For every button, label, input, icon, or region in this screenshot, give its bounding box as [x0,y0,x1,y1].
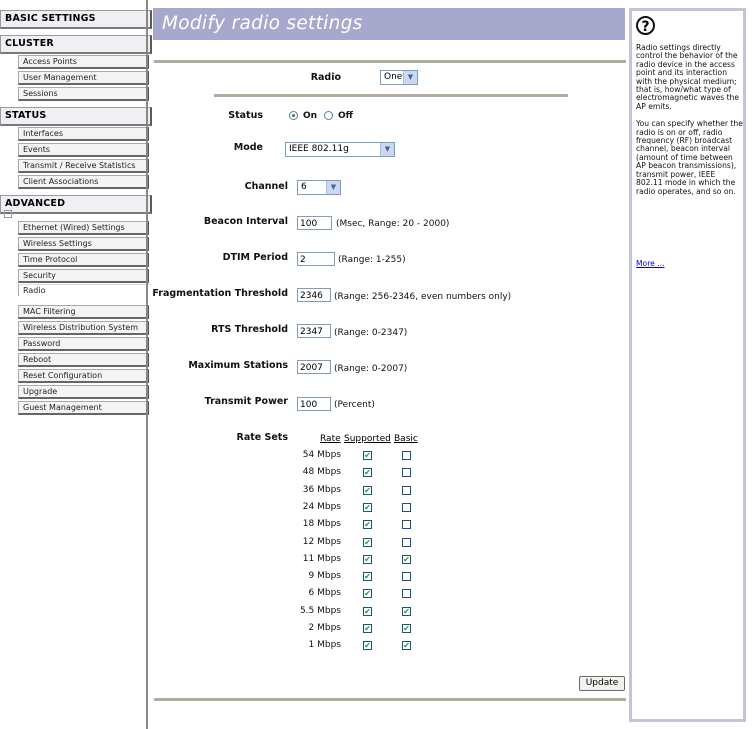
sidebar-item-reset-configuration[interactable]: Reset Configuration [18,369,149,383]
status-off-radio[interactable] [324,111,333,120]
basic-checkbox[interactable] [402,520,411,529]
mode-label: Mode [233,142,263,153]
sidebar-section-advanced[interactable] [0,195,152,214]
fragmentation-threshold-input[interactable]: 2346 [297,288,331,302]
rate-value: 24 Mbps [302,502,341,512]
supported-checkbox[interactable]: ✔ [364,589,371,598]
basic-checkbox[interactable]: ✔ [403,555,410,564]
dtim-period-label: DTIM Period [222,252,288,263]
transmit-power-label: Transmit Power [204,396,288,407]
supported-checkbox[interactable]: ✔ [364,538,371,547]
rate-value: 12 Mbps [302,537,341,547]
transmit-power-hint: (Percent) [334,400,375,410]
bottom-divider [154,698,626,701]
rate-value: 48 Mbps [302,467,341,477]
sidebar-section-basic-settings[interactable] [0,10,152,29]
mode-select-value: IEEE 802.11g [289,144,349,154]
maximum-stations-hint: (Range: 0-2007) [334,364,408,374]
sidebar-item-user-management[interactable]: User Management [18,71,149,85]
sidebar-item-events[interactable]: Events [18,143,149,157]
status-label: Status [228,110,263,121]
sidebar-item-radio[interactable]: Radio [18,284,151,296]
chevron-down-icon: ▼ [403,71,417,84]
chevron-down-icon: ▼ [380,143,394,156]
beacon-interval-label: Beacon Interval [203,216,288,227]
supported-column-header: Supported [344,434,391,444]
maximum-stations-input[interactable]: 2007 [297,360,331,374]
sidebar-item-ethernet-settings[interactable]: Ethernet (Wired) Settings [18,221,149,235]
sidebar-item-client-associations[interactable]: Client Associations [18,175,149,189]
supported-checkbox[interactable]: ✔ [364,572,371,581]
sidebar-item-wds[interactable]: Wireless Distribution System [18,321,149,335]
fragmentation-threshold-hint: (Range: 256-2346, even numbers only) [334,292,512,302]
rate-sets-label: Rate Sets [236,432,288,443]
basic-checkbox[interactable] [402,572,411,581]
basic-checkbox[interactable] [402,589,411,598]
supported-checkbox[interactable]: ✔ [364,624,371,633]
rate-value: 1 Mbps [308,640,341,650]
section-label: CLUSTER [5,38,54,49]
status-on-label: On [303,111,318,121]
rate-value: 6 Mbps [308,588,341,598]
sidebar-item-time-protocol[interactable]: Time Protocol [18,253,149,267]
rate-value: 2 Mbps [308,623,341,633]
collapse-icon[interactable]: − [5,210,11,217]
update-button[interactable]: Update [579,676,625,691]
radio-divider [214,94,568,97]
sidebar-section-cluster[interactable] [0,35,152,54]
radio-select[interactable] [380,70,418,85]
sidebar-item-guest-management[interactable]: Guest Management [18,401,149,415]
supported-checkbox[interactable]: ✔ [364,486,371,495]
channel-label: Channel [244,181,288,192]
beacon-interval-hint: (Msec, Range: 20 - 2000) [336,219,450,229]
basic-checkbox[interactable]: ✔ [403,624,410,633]
supported-checkbox[interactable]: ✔ [364,555,371,564]
rate-value: 36 Mbps [302,485,341,495]
rate-value: 54 Mbps [302,450,341,460]
sidebar-item-transmit-receive-statistics[interactable]: Transmit / Receive Statistics [18,159,149,173]
page-title-bar [153,8,625,40]
beacon-interval-input[interactable]: 100 [297,216,332,230]
sidebar-item-interfaces[interactable]: Interfaces [18,127,149,141]
rts-threshold-hint: (Range: 0-2347) [334,328,408,338]
help-paragraph: You can specify whether the radio is on or off, radio frequency (RF) broadcast channel, beacon interval (amount of time between AP beacon transmissions), transmit power, IEEE 802.11 mode in which the radio operates, and so on. [636,119,743,196]
more-link[interactable]: More ... [636,259,665,268]
channel-select-value: 6 [301,182,307,192]
mode-select[interactable] [285,142,395,157]
sidebar-item-security[interactable]: Security [18,269,149,283]
question-icon: ? [636,16,655,35]
sidebar-item-reboot[interactable]: Reboot [18,353,149,367]
section-label: STATUS [5,110,47,121]
sidebar-nav [0,0,147,729]
sidebar-item-password[interactable]: Password [18,337,149,351]
basic-checkbox[interactable] [402,468,411,477]
basic-checkbox[interactable] [402,538,411,547]
dtim-period-hint: (Range: 1-255) [338,255,406,265]
help-panel [629,8,746,722]
status-off-label: Off [338,111,353,121]
radio-select-value: One [384,72,403,82]
rate-value: 5.5 Mbps [299,606,341,616]
maximum-stations-label: Maximum Stations [188,360,288,371]
rate-column-header: Rate [320,434,341,444]
sidebar-item-wireless-settings[interactable]: Wireless Settings [18,237,149,251]
rts-threshold-label: RTS Threshold [211,324,288,335]
sidebar-item-mac-filtering[interactable]: MAC Filtering [18,305,149,319]
basic-checkbox[interactable]: ✔ [403,607,410,616]
channel-select[interactable] [297,180,341,195]
top-divider [154,60,626,63]
fragmentation-threshold-label: Fragmentation Threshold [152,288,288,299]
page-title: Modify radio settings [162,13,363,34]
radio-label: Radio [310,72,341,83]
help-text [636,44,744,196]
sidebar-item-sessions[interactable]: Sessions [18,87,149,101]
rts-threshold-input[interactable]: 2347 [297,324,331,338]
chevron-down-icon: ▼ [326,181,340,194]
basic-checkbox[interactable] [402,486,411,495]
supported-checkbox[interactable]: ✔ [364,520,371,529]
sidebar-item-access-points[interactable]: Access Points [18,55,149,69]
rate-value: 18 Mbps [302,519,341,529]
dtim-period-input[interactable]: 2 [297,252,335,266]
supported-checkbox[interactable]: ✔ [364,641,371,650]
status-on-radio[interactable] [289,111,298,120]
main-panel [148,0,628,729]
supported-checkbox[interactable]: ✔ [364,468,371,477]
supported-checkbox[interactable]: ✔ [364,607,371,616]
basic-column-header: Basic [394,434,418,444]
rate-value: 11 Mbps [302,554,341,564]
basic-checkbox[interactable]: ✔ [403,641,410,650]
basic-checkbox[interactable] [402,451,411,460]
transmit-power-input[interactable]: 100 [297,397,331,411]
section-label: ADVANCED [5,198,66,209]
supported-checkbox[interactable]: ✔ [364,451,371,460]
sidebar-item-upgrade[interactable]: Upgrade [18,385,149,399]
supported-checkbox[interactable]: ✔ [364,503,371,512]
sidebar-section-status[interactable] [0,107,152,126]
section-label: BASIC SETTINGS [5,13,96,24]
help-paragraph: Radio settings directly control the behavior of the radio device in the access point and its interaction with the physical medium; that is, how/what type of electromagnetic waves the AP emits. [636,43,740,111]
basic-checkbox[interactable] [402,503,411,512]
rate-value: 9 Mbps [308,571,341,581]
